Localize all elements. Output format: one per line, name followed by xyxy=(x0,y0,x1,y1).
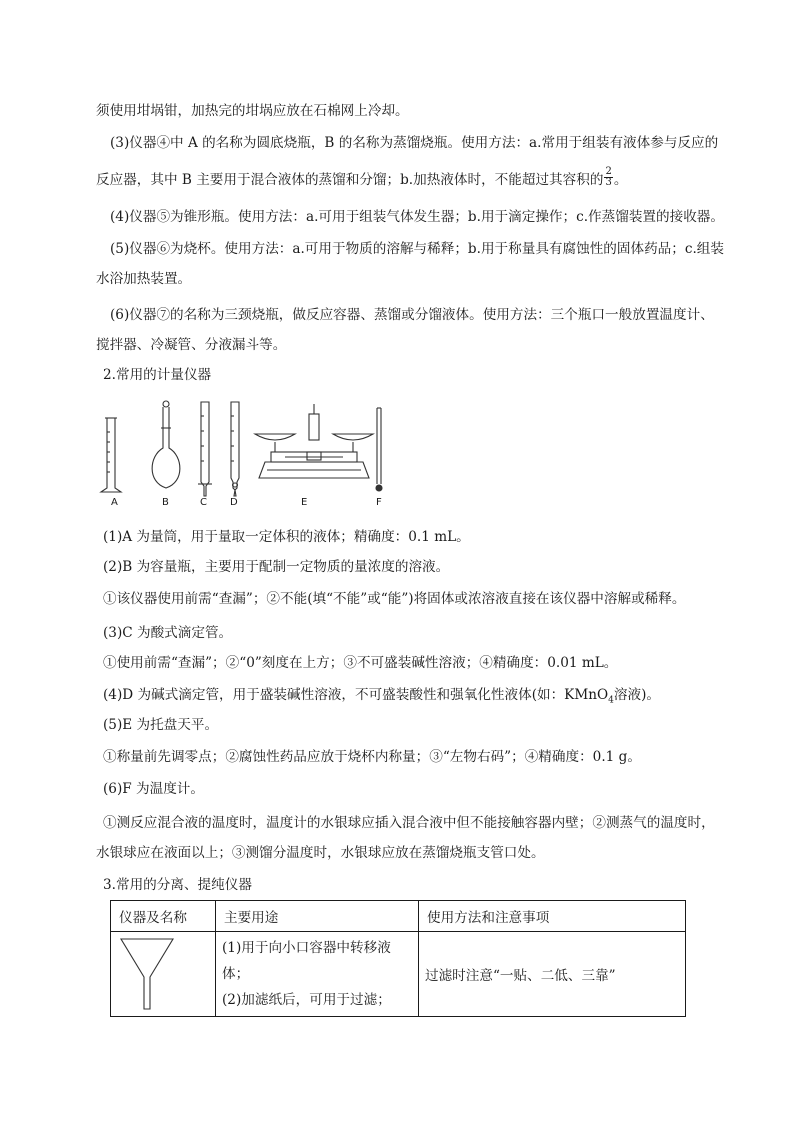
paragraph-line: 须使用坩埚钳，加热完的坩埚应放在石棉网上冷却。 xyxy=(96,103,409,119)
acid-burette-icon xyxy=(198,402,212,496)
paragraph-line: (5)仪器⑥为烧杯。使用方法：a.可用于物质的溶解与稀释；b.用于称量具有腐蚀性的固体药品；c.组装 xyxy=(110,241,724,257)
paragraph-line: (3)仪器④中 A 的名称为圆底烧瓶，B 的名称为蒸馏烧瓶。使用方法：a.常用于组装有液体参与反应的 xyxy=(110,135,719,151)
subscript: 4 xyxy=(608,695,614,706)
paragraph-line: (6)仪器⑦的名称为三颈烧瓶，做反应容器、蒸馏或分馏液体。使用方法：三个瓶口一般放置温度计、 xyxy=(110,307,714,323)
figure-label-d: D xyxy=(230,497,238,508)
paragraph-line: (3)C 为酸式滴定管。 xyxy=(103,625,233,641)
paragraph-line: (1)A 为量筒，用于量取一定体积的液体；精确度：0.1 mL。 xyxy=(103,529,470,545)
paragraph-text: 。 xyxy=(613,172,628,188)
section-heading: 3.常用的分离、提纯仪器 xyxy=(103,877,252,893)
table-header-cell: 主要用途 xyxy=(216,901,419,932)
instruments-illustration xyxy=(95,396,395,511)
table-header-cell: 使用方法和注意事项 xyxy=(419,901,686,932)
paragraph-line xyxy=(96,166,628,191)
use-line: (2)加滤纸后，可用于过滤； xyxy=(222,992,391,1008)
paragraph-line: 搅拌器、冷凝管、分液漏斗等。 xyxy=(96,337,287,353)
paragraph-line: ①称量前先调零点；②腐蚀性药品应放于烧杯内称量；③“左物右码”；④精确度：0.1 g。 xyxy=(103,749,641,765)
paragraph-line: ①使用前需“查漏”；②“0”刻度在上方；③不可盛装碱性溶液；④精确度：0.01 mL。 xyxy=(103,655,618,671)
paragraph-line: ①测反应混合液的温度时，温度计的水银球应插入混合液中但不能接触容器内壁；②测蒸气的温度时， xyxy=(103,815,715,831)
paragraph-text: 反应器，其中 B 主要用于混合液体的蒸馏和分馏；b.加热液体时，不能超过其容积的 xyxy=(96,172,604,188)
fraction xyxy=(604,167,612,188)
paragraph-line: (4)仪器⑤为锥形瓶。使用方法：a.可用于组装气体发生器；b.用于滴定操作；c.作蒸馏装置的接收器。 xyxy=(110,209,724,225)
platform-balance-icon xyxy=(255,404,373,478)
graduated-cylinder-icon xyxy=(101,418,121,492)
thermometer-icon xyxy=(376,408,382,491)
figure-label-c: C xyxy=(200,497,207,508)
table-header-cell: 仪器及名称 xyxy=(111,901,216,932)
funnel-icon xyxy=(117,933,177,1011)
paragraph-line xyxy=(103,686,660,710)
paragraph-line: 水银球应在液面以上；③测馏分温度时，水银球应放在蒸馏烧瓶支管口处。 xyxy=(96,845,545,861)
paragraph-line: (2)B 为容量瓶，主要用于配制一定物质的量浓度的溶液。 xyxy=(103,559,450,575)
figure-label-e: E xyxy=(301,497,308,508)
figure-label-b: B xyxy=(162,497,169,508)
table-row xyxy=(111,932,686,1017)
base-burette-icon xyxy=(231,402,239,496)
paragraph-line: (6)F 为温度计。 xyxy=(103,781,204,797)
fraction-numerator: 2 xyxy=(605,166,612,177)
instrument-image-cell xyxy=(111,932,216,1017)
notes-cell: 过滤时注意“一贴、二低、三靠” xyxy=(419,932,686,1017)
paragraph-line: ①该仪器使用前需“查漏”；②不能(填“不能”或“能”)将固体或浓溶液直接在该仪器中溶解或稀释。 xyxy=(103,591,686,607)
section-heading: 2.常用的计量仪器 xyxy=(103,367,212,383)
main-use-cell xyxy=(216,932,419,1017)
fraction-denominator: 3 xyxy=(605,177,612,188)
table-header-row xyxy=(111,901,686,932)
paragraph-text: 溶液)。 xyxy=(613,687,660,703)
figure-label-f: F xyxy=(376,497,382,508)
use-line: (1)用于向小口容器中转移液体； xyxy=(222,940,391,982)
measuring-instruments-figure xyxy=(95,396,395,511)
figure-label-a: A xyxy=(111,497,118,508)
paragraph-line: (5)E 为托盘天平。 xyxy=(103,717,219,733)
volumetric-flask-icon xyxy=(152,401,180,488)
separation-instruments-table xyxy=(110,900,686,1017)
paragraph-line: 水浴加热装置。 xyxy=(96,271,192,287)
paragraph-text: (4)D 为碱式滴定管，用于盛装碱性溶液，不可盛装酸性和强氧化性液体(如：KMnO xyxy=(103,687,609,703)
